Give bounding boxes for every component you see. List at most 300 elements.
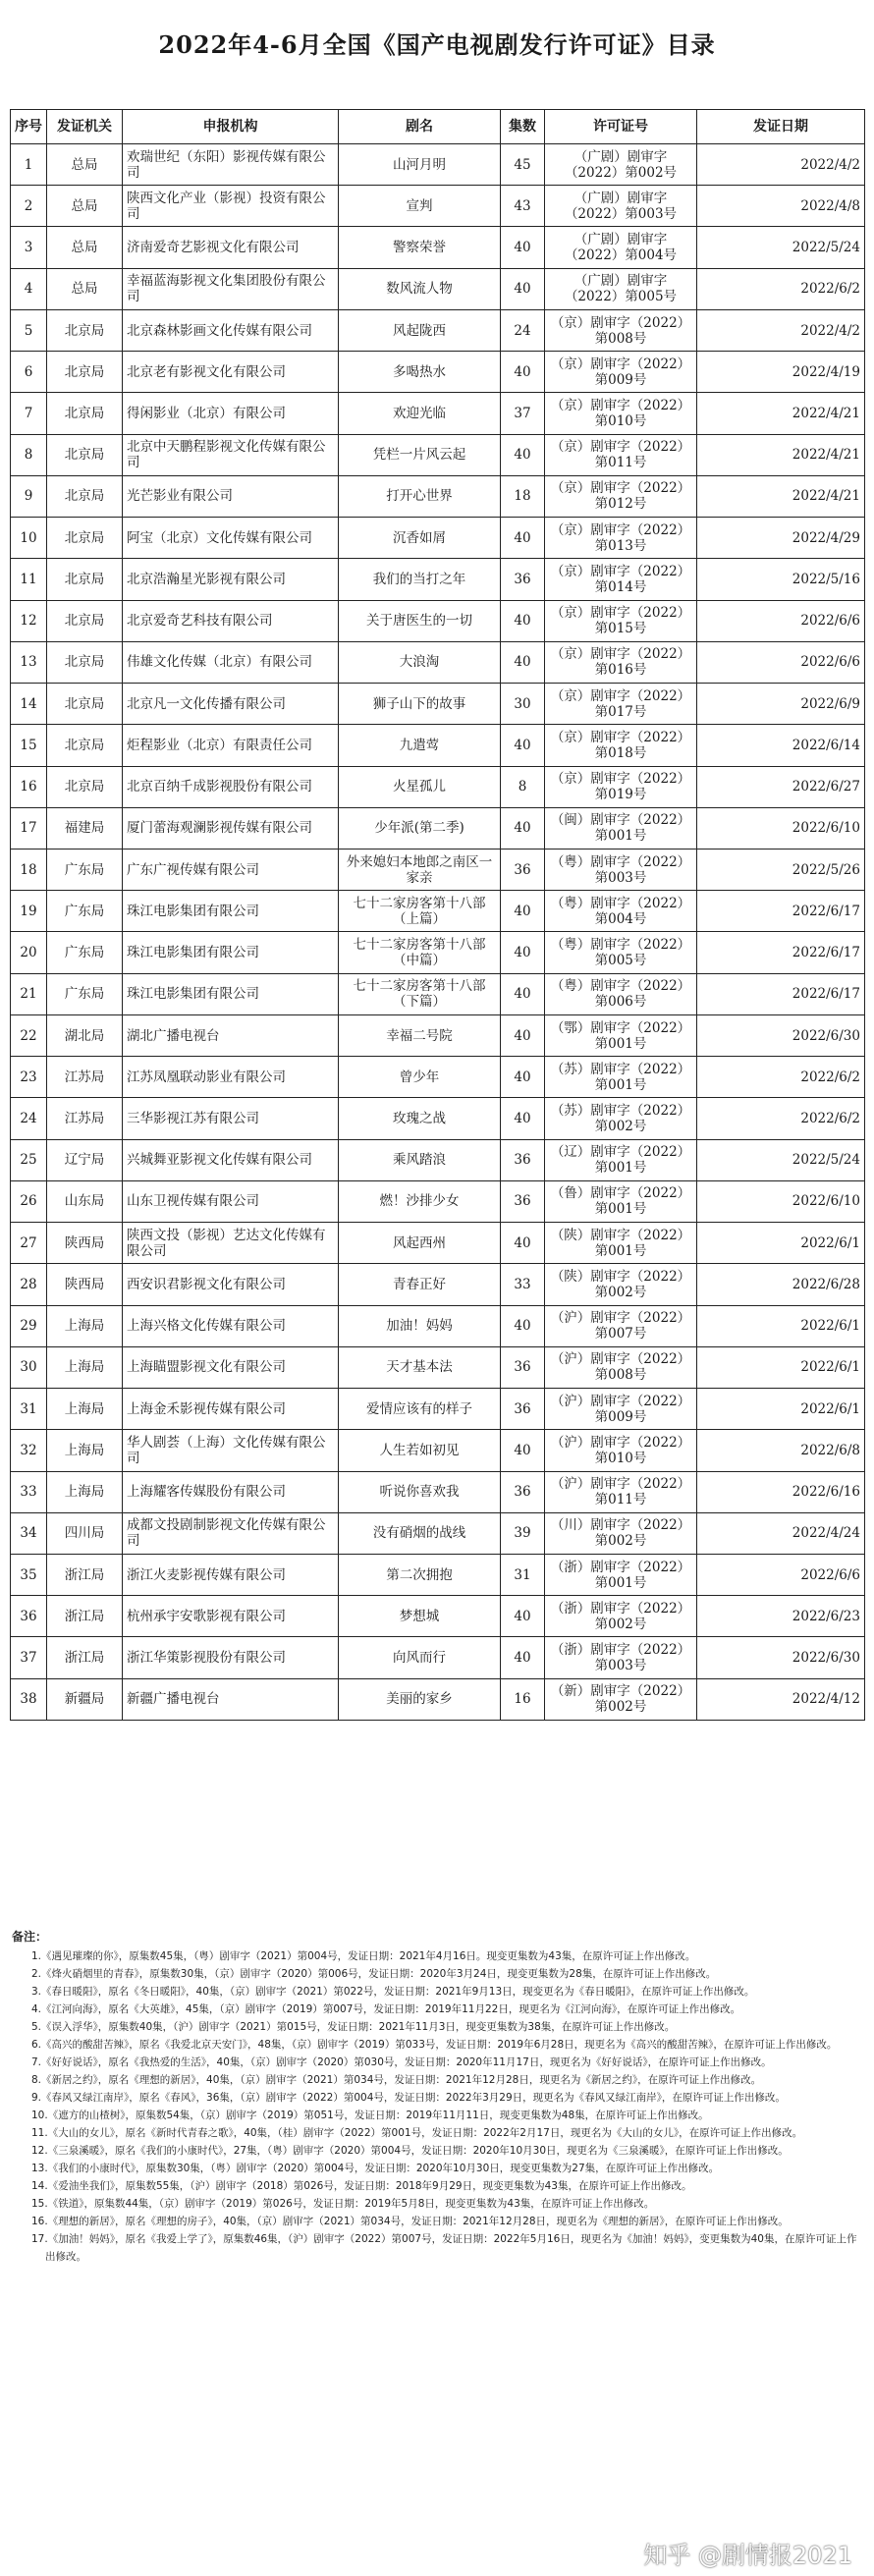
table-row xyxy=(11,1637,865,1678)
cell-index: 5 xyxy=(11,309,47,351)
cell-authority: 上海局 xyxy=(47,1471,123,1512)
cell-authority: 广东局 xyxy=(47,932,123,973)
cell-license-no: （京）剧审字（2022）第009号 xyxy=(545,352,697,393)
cell-title: 七十二家房客第十八部（中篇） xyxy=(339,932,501,973)
col-header-issue-date: 发证日期 xyxy=(697,110,865,144)
table-row xyxy=(11,559,865,600)
table-row xyxy=(11,518,865,559)
cell-episodes: 36 xyxy=(501,849,545,890)
cell-issue-date: 2022/6/17 xyxy=(697,973,865,1014)
table-row xyxy=(11,309,865,351)
note-item: 1.《遇见璀璨的你》，原集数45集，（粤）剧审字（2021）第004号，发证日期：2021年4月16日。现变更集数为43集，在原许可证上作出修改。 xyxy=(31,1950,696,1962)
cell-issue-date: 2022/6/2 xyxy=(697,1098,865,1139)
table-row xyxy=(11,268,865,309)
col-header-applicant: 申报机构 xyxy=(123,110,339,144)
cell-title: 宣判 xyxy=(339,186,501,227)
table-row xyxy=(11,1471,865,1512)
cell-episodes: 40 xyxy=(501,725,545,766)
cell-applicant: 伟雄文化传媒（北京）有限公司 xyxy=(123,641,339,683)
cell-license-no: （京）剧审字（2022）第016号 xyxy=(545,641,697,683)
col-header-license-no: 许可证号 xyxy=(545,110,697,144)
cell-authority: 上海局 xyxy=(47,1305,123,1346)
cell-episodes: 40 xyxy=(501,600,545,641)
cell-license-no: （新）剧审字（2022）第002号 xyxy=(545,1678,697,1720)
cell-authority: 北京局 xyxy=(47,518,123,559)
cell-applicant: 陕西文化产业（影视）投资有限公司 xyxy=(123,186,339,227)
cell-applicant: 北京浩瀚星光影视有限公司 xyxy=(123,559,339,600)
table-row xyxy=(11,641,865,683)
cell-license-no: （京）剧审字（2022）第018号 xyxy=(545,725,697,766)
table-row xyxy=(11,973,865,1014)
cell-episodes: 8 xyxy=(501,766,545,807)
cell-applicant: 阿宝（北京）文化传媒有限公司 xyxy=(123,518,339,559)
cell-authority: 北京局 xyxy=(47,641,123,683)
cell-applicant: 浙江火麦影视传媒有限公司 xyxy=(123,1554,339,1595)
cell-license-no: （浙）剧审字（2022）第002号 xyxy=(545,1596,697,1637)
cell-index: 21 xyxy=(11,973,47,1014)
cell-episodes: 16 xyxy=(501,1678,545,1720)
note-item: 13.《我们的小康时代》，原集数30集，（粤）剧审字（2020）第004号，发证日期：2020年10月30日，现变更集数为27集，在原许可证上作出修改。 xyxy=(31,2163,720,2174)
cell-issue-date: 2022/6/16 xyxy=(697,1471,865,1512)
cell-applicant: 新疆广播电视台 xyxy=(123,1678,339,1720)
cell-index: 14 xyxy=(11,684,47,725)
note-item: 12.《三泉溪暖》，原名《我们的小康时代》，27集，（粤）剧审字（2020）第004号，发证日期：2020年10月30日，现更名为《三泉溪暖》，在原许可证上作出修改。 xyxy=(31,2145,789,2157)
cell-episodes: 40 xyxy=(501,1057,545,1098)
cell-issue-date: 2022/6/6 xyxy=(697,641,865,683)
cell-index: 36 xyxy=(11,1596,47,1637)
cell-authority: 总局 xyxy=(47,227,123,268)
cell-applicant: 北京凡一文化传播有限公司 xyxy=(123,684,339,725)
cell-index: 10 xyxy=(11,518,47,559)
cell-license-no: （闽）剧审字（2022）第001号 xyxy=(545,807,697,849)
cell-issue-date: 2022/6/30 xyxy=(697,1014,865,1056)
cell-license-no: （沪）剧审字（2022）第010号 xyxy=(545,1430,697,1471)
table-row xyxy=(11,684,865,725)
cell-title: 沉香如屑 xyxy=(339,518,501,559)
cell-issue-date: 2022/6/2 xyxy=(697,268,865,309)
cell-episodes: 40 xyxy=(501,1014,545,1056)
cell-issue-date: 2022/6/2 xyxy=(697,1057,865,1098)
cell-authority: 山东局 xyxy=(47,1180,123,1222)
cell-issue-date: 2022/6/27 xyxy=(697,766,865,807)
cell-episodes: 40 xyxy=(501,518,545,559)
cell-authority: 北京局 xyxy=(47,434,123,475)
cell-authority: 总局 xyxy=(47,186,123,227)
cell-episodes: 40 xyxy=(501,932,545,973)
cell-episodes: 37 xyxy=(501,393,545,434)
watermark: 知乎 @剧情报2021 xyxy=(643,2542,852,2569)
table-row xyxy=(11,1678,865,1720)
cell-title: 爱情应该有的样子 xyxy=(339,1389,501,1430)
table-row xyxy=(11,766,865,807)
note-item: 16.《理想的新居》，原名《理想的房子》，40集，（京）剧审字（2021）第034号，发证日期：2021年12月28日，现更名为《理想的新居》，在原许可证上作出修改。 xyxy=(31,2216,789,2227)
cell-title: 凭栏一片风云起 xyxy=(339,434,501,475)
cell-index: 12 xyxy=(11,600,47,641)
cell-title: 七十二家房客第十八部（上篇） xyxy=(339,891,501,932)
table-row xyxy=(11,849,865,890)
cell-issue-date: 2022/6/8 xyxy=(697,1430,865,1471)
cell-applicant: 兴城舞亚影视文化传媒有限公司 xyxy=(123,1139,339,1180)
table-row xyxy=(11,1430,865,1471)
cell-episodes: 40 xyxy=(501,641,545,683)
cell-authority: 浙江局 xyxy=(47,1596,123,1637)
cell-index: 28 xyxy=(11,1264,47,1305)
table-row xyxy=(11,1139,865,1180)
cell-license-no: （沪）剧审字（2022）第008号 xyxy=(545,1346,697,1388)
cell-license-no: （京）剧审字（2022）第013号 xyxy=(545,518,697,559)
cell-license-no: （京）剧审字（2022）第017号 xyxy=(545,684,697,725)
cell-applicant: 湖北广播电视台 xyxy=(123,1014,339,1056)
cell-license-no: （川）剧审字（2022）第002号 xyxy=(545,1512,697,1554)
cell-applicant: 浙江华策影视股份有限公司 xyxy=(123,1637,339,1678)
cell-index: 38 xyxy=(11,1678,47,1720)
table-row xyxy=(11,1305,865,1346)
cell-title: 风起西州 xyxy=(339,1223,501,1264)
cell-applicant: 济南爱奇艺影视文化有限公司 xyxy=(123,227,339,268)
col-header-authority: 发证机关 xyxy=(47,110,123,144)
cell-episodes: 18 xyxy=(501,475,545,517)
cell-episodes: 40 xyxy=(501,807,545,849)
cell-license-no: （粤）剧审字（2022）第006号 xyxy=(545,973,697,1014)
cell-title: 向风而行 xyxy=(339,1637,501,1678)
cell-authority: 上海局 xyxy=(47,1346,123,1388)
cell-license-no: （鲁）剧审字（2022）第001号 xyxy=(545,1180,697,1222)
cell-authority: 北京局 xyxy=(47,725,123,766)
cell-license-no: （京）剧审字（2022）第010号 xyxy=(545,393,697,434)
cell-index: 26 xyxy=(11,1180,47,1222)
cell-index: 34 xyxy=(11,1512,47,1554)
note-item: 14.《爱油坐我们》，原集数55集，（沪）剧审字（2018）第026号，发证日期：2018年9月29日，现变更集数为43集，在原许可证上作出修改。 xyxy=(31,2180,692,2192)
cell-applicant: 上海兴格文化传媒有限公司 xyxy=(123,1305,339,1346)
cell-authority: 北京局 xyxy=(47,352,123,393)
cell-title: 大浪淘 xyxy=(339,641,501,683)
note-item: 5.《误入浮华》，原集数40集，（沪）剧审字（2021）第015号，发证日期：2021年11月3日，现变更集数为38集，在原许可证上作出修改。 xyxy=(31,2021,676,2033)
table-row xyxy=(11,352,865,393)
note-item: 3.《春日暖阳》，原名《冬日暖阳》，40集，（京）剧审字（2021）第022号，发证日期：2021年9月13日，现变更名为《春日暖阳》，在原许可证上作出修改。 xyxy=(31,1986,755,1998)
cell-index: 8 xyxy=(11,434,47,475)
cell-applicant: 北京老有影视文化有限公司 xyxy=(123,352,339,393)
table-row xyxy=(11,1223,865,1264)
cell-episodes: 40 xyxy=(501,973,545,1014)
cell-index: 17 xyxy=(11,807,47,849)
cell-applicant: 北京爱奇艺科技有限公司 xyxy=(123,600,339,641)
cell-applicant: 广东广视传媒有限公司 xyxy=(123,849,339,890)
cell-title: 乘风踏浪 xyxy=(339,1139,501,1180)
cell-applicant: 山东卫视传媒有限公司 xyxy=(123,1180,339,1222)
cell-applicant: 上海金禾影视传媒有限公司 xyxy=(123,1389,339,1430)
note-item: 8.《新居之约》，原名《理想的新居》，40集，（京）剧审字（2021）第034号，发证日期：2021年12月28日，现更名为《新居之约》，在原许可证上作出修改。 xyxy=(31,2074,762,2086)
col-header-title: 剧名 xyxy=(339,110,501,144)
table-row xyxy=(11,434,865,475)
cell-issue-date: 2022/4/2 xyxy=(697,309,865,351)
cell-episodes: 31 xyxy=(501,1554,545,1595)
cell-license-no: （沪）剧审字（2022）第011号 xyxy=(545,1471,697,1512)
cell-applicant: 江苏凤凰联动影业有限公司 xyxy=(123,1057,339,1098)
cell-index: 33 xyxy=(11,1471,47,1512)
cell-applicant: 北京中天鹏程影视文化传媒有限公司 xyxy=(123,434,339,475)
cell-applicant: 成都文投剧制影视文化传媒有限公司 xyxy=(123,1512,339,1554)
table-row xyxy=(11,807,865,849)
cell-episodes: 40 xyxy=(501,891,545,932)
cell-license-no: （京）剧审字（2022）第012号 xyxy=(545,475,697,517)
cell-index: 16 xyxy=(11,766,47,807)
table-row xyxy=(11,1098,865,1139)
cell-title: 九遣莺 xyxy=(339,725,501,766)
cell-license-no: （广剧）剧审字（2022）第003号 xyxy=(545,186,697,227)
cell-authority: 江苏局 xyxy=(47,1057,123,1098)
cell-applicant: 幸福蓝海影视文化集团股份有限公司 xyxy=(123,268,339,309)
cell-index: 18 xyxy=(11,849,47,890)
cell-title: 青春正好 xyxy=(339,1264,501,1305)
table-row xyxy=(11,1180,865,1222)
cell-license-no: （沪）剧审字（2022）第007号 xyxy=(545,1305,697,1346)
cell-issue-date: 2022/6/1 xyxy=(697,1389,865,1430)
cell-authority: 新疆局 xyxy=(47,1678,123,1720)
cell-issue-date: 2022/6/1 xyxy=(697,1223,865,1264)
cell-authority: 江苏局 xyxy=(47,1098,123,1139)
cell-authority: 北京局 xyxy=(47,309,123,351)
cell-title: 天才基本法 xyxy=(339,1346,501,1388)
cell-index: 11 xyxy=(11,559,47,600)
cell-title: 火星孤儿 xyxy=(339,766,501,807)
cell-title: 风起陇西 xyxy=(339,309,501,351)
note-item: 17.《加油！妈妈》，原名《我爱上学了》，原集数46集，（沪）剧审字（2022）第007号，发证日期：2022年5月16日，现更名为《加油！妈妈》，变更集数为40集，在原许可证上作出修改。 xyxy=(31,2233,857,2263)
cell-license-no: （粤）剧审字（2022）第005号 xyxy=(545,932,697,973)
cell-license-no: （粤）剧审字（2022）第003号 xyxy=(545,849,697,890)
table-row xyxy=(11,475,865,517)
table-row xyxy=(11,1264,865,1305)
cell-issue-date: 2022/4/21 xyxy=(697,475,865,517)
cell-authority: 湖北局 xyxy=(47,1014,123,1056)
cell-authority: 北京局 xyxy=(47,766,123,807)
cell-index: 23 xyxy=(11,1057,47,1098)
cell-issue-date: 2022/5/16 xyxy=(697,559,865,600)
cell-issue-date: 2022/6/14 xyxy=(697,725,865,766)
cell-authority: 北京局 xyxy=(47,393,123,434)
cell-index: 27 xyxy=(11,1223,47,1264)
cell-title: 第二次拥抱 xyxy=(339,1554,501,1595)
cell-episodes: 40 xyxy=(501,1430,545,1471)
cell-authority: 上海局 xyxy=(47,1389,123,1430)
cell-license-no: （京）剧审字（2022）第011号 xyxy=(545,434,697,475)
cell-title: 加油！妈妈 xyxy=(339,1305,501,1346)
cell-episodes: 36 xyxy=(501,1389,545,1430)
cell-authority: 北京局 xyxy=(47,559,123,600)
cell-index: 31 xyxy=(11,1389,47,1430)
table-row xyxy=(11,1596,865,1637)
cell-authority: 总局 xyxy=(47,144,123,186)
cell-index: 37 xyxy=(11,1637,47,1678)
cell-issue-date: 2022/4/19 xyxy=(697,352,865,393)
cell-episodes: 40 xyxy=(501,227,545,268)
col-header-episodes: 集数 xyxy=(501,110,545,144)
cell-title: 没有硝烟的战线 xyxy=(339,1512,501,1554)
cell-issue-date: 2022/6/10 xyxy=(697,1180,865,1222)
cell-license-no: （苏）剧审字（2022）第002号 xyxy=(545,1098,697,1139)
cell-episodes: 36 xyxy=(501,1471,545,1512)
cell-episodes: 36 xyxy=(501,559,545,600)
cell-index: 19 xyxy=(11,891,47,932)
cell-episodes: 40 xyxy=(501,1637,545,1678)
cell-title: 外来媳妇本地郎之南区一家亲 xyxy=(339,849,501,890)
cell-license-no: （京）剧审字（2022）第014号 xyxy=(545,559,697,600)
cell-episodes: 40 xyxy=(501,1305,545,1346)
cell-license-no: （沪）剧审字（2022）第009号 xyxy=(545,1389,697,1430)
cell-issue-date: 2022/6/10 xyxy=(697,807,865,849)
cell-episodes: 24 xyxy=(501,309,545,351)
cell-applicant: 珠江电影集团有限公司 xyxy=(123,891,339,932)
cell-issue-date: 2022/6/23 xyxy=(697,1596,865,1637)
cell-authority: 广东局 xyxy=(47,973,123,1014)
cell-issue-date: 2022/4/21 xyxy=(697,434,865,475)
cell-episodes: 30 xyxy=(501,684,545,725)
cell-authority: 福建局 xyxy=(47,807,123,849)
cell-episodes: 33 xyxy=(501,1264,545,1305)
note-item: 4.《江河向海》，原名《大英雄》，45集，（京）剧审字（2019）第007号，发证日期：2019年11月22日，现更名为《江河向海》，在原许可证上作出修改。 xyxy=(31,2003,741,2015)
cell-applicant: 三华影视江苏有限公司 xyxy=(123,1098,339,1139)
table-row xyxy=(11,1389,865,1430)
cell-applicant: 上海瞄盟影视文化有限公司 xyxy=(123,1346,339,1388)
table-row xyxy=(11,1346,865,1388)
cell-title: 美丽的家乡 xyxy=(339,1678,501,1720)
cell-applicant: 杭州承宇安歌影视有限公司 xyxy=(123,1596,339,1637)
cell-license-no: （京）剧审字（2022）第019号 xyxy=(545,766,697,807)
cell-index: 2 xyxy=(11,186,47,227)
cell-episodes: 43 xyxy=(501,186,545,227)
cell-authority: 浙江局 xyxy=(47,1554,123,1595)
table-row xyxy=(11,1014,865,1056)
cell-issue-date: 2022/6/6 xyxy=(697,600,865,641)
cell-applicant: 珠江电影集团有限公司 xyxy=(123,973,339,1014)
cell-index: 7 xyxy=(11,393,47,434)
cell-title: 听说你喜欢我 xyxy=(339,1471,501,1512)
cell-applicant: 华人剧荟（上海）文化传媒有限公司 xyxy=(123,1430,339,1471)
table-row xyxy=(11,600,865,641)
cell-authority: 北京局 xyxy=(47,600,123,641)
cell-authority: 广东局 xyxy=(47,891,123,932)
cell-episodes: 36 xyxy=(501,1180,545,1222)
cell-title: 梦想城 xyxy=(339,1596,501,1637)
cell-applicant: 珠江电影集团有限公司 xyxy=(123,932,339,973)
note-item: 7.《好好说话》，原名《我热爱的生活》，40集，（京）剧审字（2020）第030号，发证日期：2020年11月17日，现更名为《好好说话》，在原许可证上作出修改。 xyxy=(31,2056,772,2068)
cell-applicant: 厦门蕾海观澜影视传媒有限公司 xyxy=(123,807,339,849)
cell-issue-date: 2022/4/8 xyxy=(697,186,865,227)
cell-license-no: （京）剧审字（2022）第015号 xyxy=(545,600,697,641)
cell-license-no: （京）剧审字（2022）第008号 xyxy=(545,309,697,351)
table-row xyxy=(11,1512,865,1554)
note-item: 15.《铁道》，原集数44集，（京）剧审字（2019）第026号，发证日期：2019年5月8日，现变更集数为43集，在原许可证上作出修改。 xyxy=(31,2198,655,2210)
cell-authority: 四川局 xyxy=(47,1512,123,1554)
note-item: 9.《春风又绿江南岸》，原名《春风》，36集，（京）剧审字（2022）第004号，发证日期：2022年3月29日，现更名为《春风又绿江南岸》，在原许可证上作出修改。 xyxy=(31,2092,786,2104)
cell-index: 24 xyxy=(11,1098,47,1139)
cell-issue-date: 2022/4/12 xyxy=(697,1678,865,1720)
cell-index: 13 xyxy=(11,641,47,683)
cell-index: 30 xyxy=(11,1346,47,1388)
cell-issue-date: 2022/6/1 xyxy=(697,1346,865,1388)
cell-episodes: 40 xyxy=(501,1098,545,1139)
cell-index: 9 xyxy=(11,475,47,517)
cell-issue-date: 2022/6/30 xyxy=(697,1637,865,1678)
cell-title: 幸福二号院 xyxy=(339,1014,501,1056)
cell-authority: 广东局 xyxy=(47,849,123,890)
cell-license-no: （辽）剧审字（2022）第001号 xyxy=(545,1139,697,1180)
cell-episodes: 36 xyxy=(501,1139,545,1180)
cell-issue-date: 2022/6/17 xyxy=(697,932,865,973)
cell-title: 警察荣誉 xyxy=(339,227,501,268)
cell-issue-date: 2022/4/21 xyxy=(697,393,865,434)
cell-license-no: （陕）剧审字（2022）第001号 xyxy=(545,1223,697,1264)
table-row xyxy=(11,932,865,973)
cell-issue-date: 2022/5/24 xyxy=(697,1139,865,1180)
cell-episodes: 40 xyxy=(501,268,545,309)
cell-index: 32 xyxy=(11,1430,47,1471)
cell-index: 15 xyxy=(11,725,47,766)
cell-authority: 上海局 xyxy=(47,1430,123,1471)
table-row xyxy=(11,1554,865,1595)
cell-license-no: （广剧）剧审字（2022）第002号 xyxy=(545,144,697,186)
cell-license-no: （陕）剧审字（2022）第002号 xyxy=(545,1264,697,1305)
cell-index: 1 xyxy=(11,144,47,186)
table-row xyxy=(11,891,865,932)
table-row xyxy=(11,1057,865,1098)
page-title: 2022年4-6月全国《国产电视剧发行许可证》目录 xyxy=(158,30,716,59)
cell-index: 4 xyxy=(11,268,47,309)
cell-license-no: （浙）剧审字（2022）第001号 xyxy=(545,1554,697,1595)
table-row xyxy=(11,144,865,186)
cell-title: 我们的当打之年 xyxy=(339,559,501,600)
cell-index: 29 xyxy=(11,1305,47,1346)
note-item: 11.《大山的女儿》，原名《新时代青春之歌》，40集，（桂）剧审字（2022）第001号，发证日期：2022年2月17日，现更名为《大山的女儿》，在原许可证上作出修改。 xyxy=(31,2127,803,2139)
note-item: 2.《烽火硝烟里的青春》，原集数30集，（京）剧审字（2020）第006号，发证日期：2020年3月24日，现变更集数为28集，在原许可证上作出修改。 xyxy=(31,1968,717,1980)
cell-issue-date: 2022/5/26 xyxy=(697,849,865,890)
cell-title: 打开心世界 xyxy=(339,475,501,517)
cell-license-no: （广剧）剧审字（2022）第004号 xyxy=(545,227,697,268)
cell-index: 20 xyxy=(11,932,47,973)
cell-issue-date: 2022/4/24 xyxy=(697,1512,865,1554)
table-row xyxy=(11,186,865,227)
cell-episodes: 40 xyxy=(501,434,545,475)
cell-title: 玫瑰之战 xyxy=(339,1098,501,1139)
cell-license-no: （鄂）剧审字（2022）第001号 xyxy=(545,1014,697,1056)
cell-issue-date: 2022/6/6 xyxy=(697,1554,865,1595)
cell-issue-date: 2022/4/2 xyxy=(697,144,865,186)
table-row xyxy=(11,393,865,434)
cell-authority: 北京局 xyxy=(47,475,123,517)
cell-applicant: 得闲影业（北京）有限公司 xyxy=(123,393,339,434)
cell-authority: 辽宁局 xyxy=(47,1139,123,1180)
cell-applicant: 欢瑞世纪（东阳）影视传媒有限公司 xyxy=(123,144,339,186)
cell-applicant: 西安识君影视文化有限公司 xyxy=(123,1264,339,1305)
cell-index: 6 xyxy=(11,352,47,393)
cell-title: 七十二家房客第十八部（下篇） xyxy=(339,973,501,1014)
cell-episodes: 40 xyxy=(501,1223,545,1264)
cell-episodes: 39 xyxy=(501,1512,545,1554)
col-header-index: 序号 xyxy=(11,110,47,144)
cell-title: 燃！沙排少女 xyxy=(339,1180,501,1222)
table-row xyxy=(11,725,865,766)
cell-issue-date: 2022/4/29 xyxy=(697,518,865,559)
license-table xyxy=(10,109,865,1721)
cell-authority: 陕西局 xyxy=(47,1223,123,1264)
cell-title: 数风流人物 xyxy=(339,268,501,309)
cell-title: 狮子山下的故事 xyxy=(339,684,501,725)
cell-applicant: 北京森林影画文化传媒有限公司 xyxy=(123,309,339,351)
cell-authority: 陕西局 xyxy=(47,1264,123,1305)
cell-authority: 北京局 xyxy=(47,684,123,725)
cell-issue-date: 2022/6/9 xyxy=(697,684,865,725)
cell-title: 关于唐医生的一切 xyxy=(339,600,501,641)
cell-license-no: （苏）剧审字（2022）第001号 xyxy=(545,1057,697,1098)
